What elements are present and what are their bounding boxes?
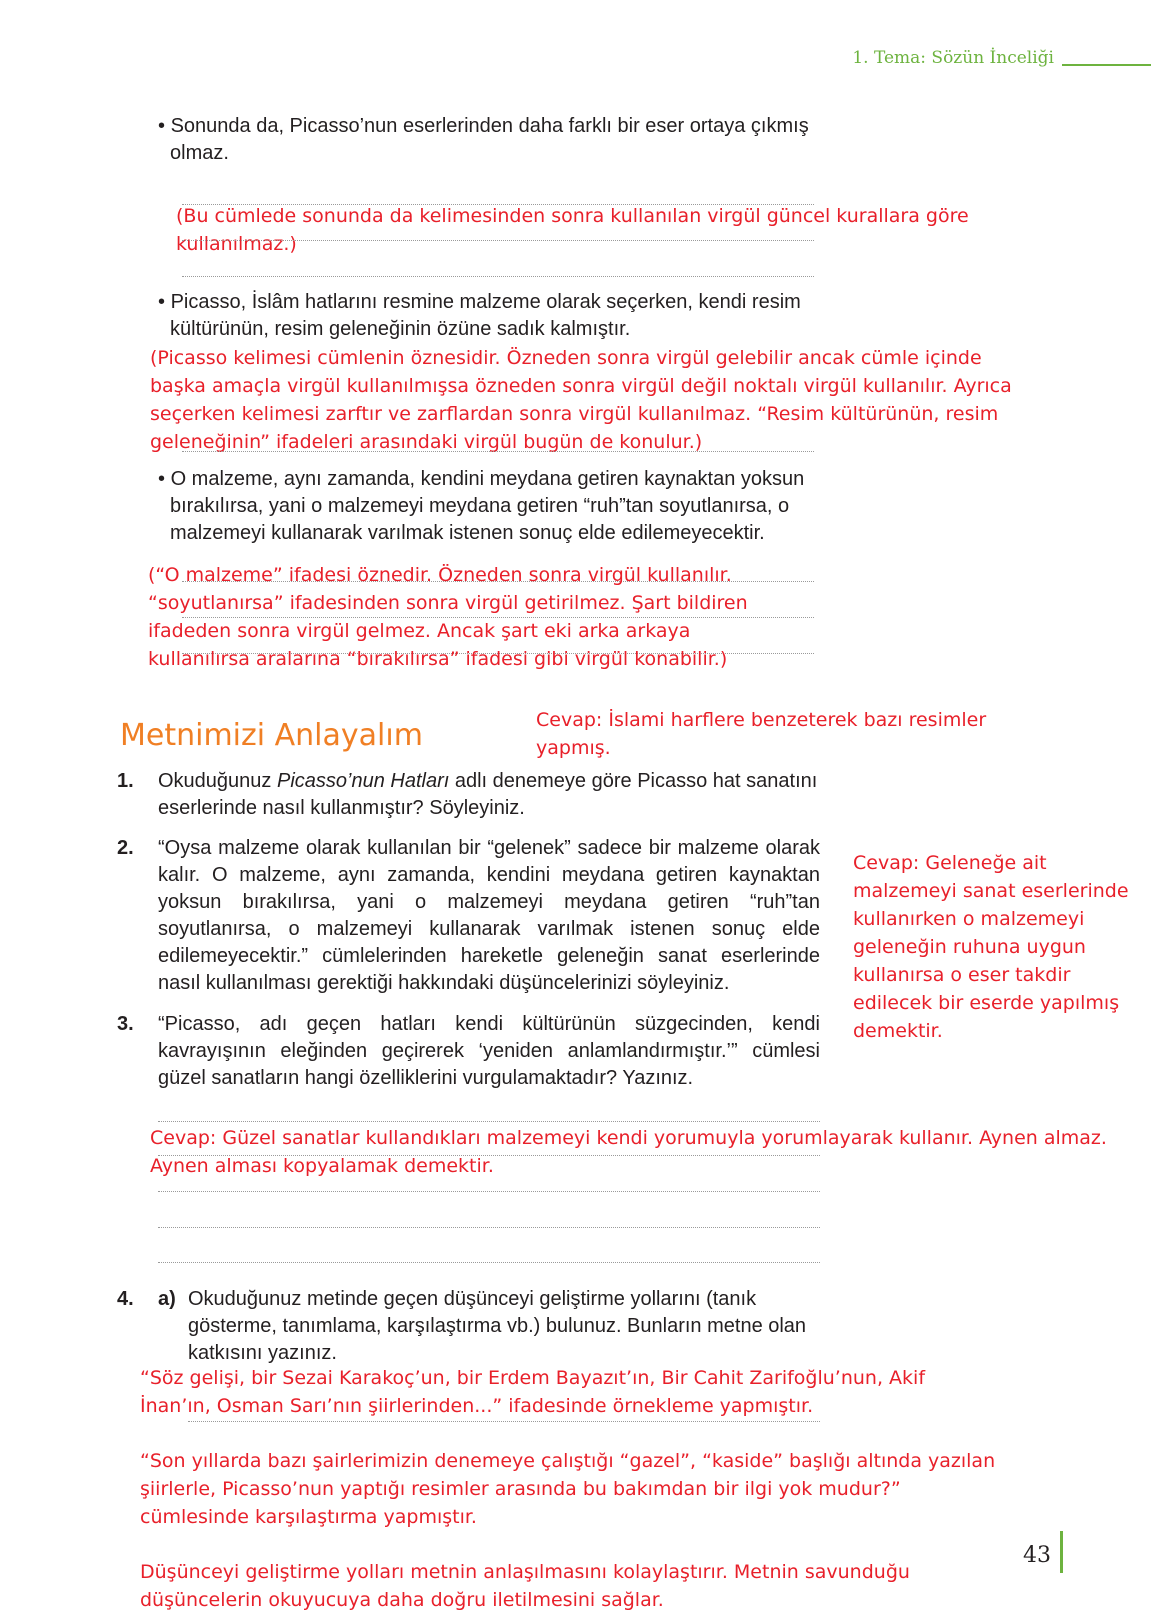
answer-line xyxy=(182,276,814,277)
answer-line xyxy=(158,1155,820,1156)
answer-q1: Cevap: İslami harflere benzeterek bazı resimler yapmış. xyxy=(536,709,987,759)
question-number-4: 4. xyxy=(117,1288,134,1310)
question-1-post: adlı denemeye göre Picasso hat sanatını eserlerinde nasıl kullanmıştır? Söyleyiniz. xyxy=(158,770,818,819)
bullet-item-2: • Picasso, İslâm hatlarını resmine malzeme olarak seçerken, kendi resim kültürünün, resim geleneğinin özüne sadık kalmıştır. xyxy=(158,291,801,340)
answer-line xyxy=(188,1421,820,1422)
answer-3: (“O malzeme” ifadesi öznedir. Özneden sonra virgül kullanılır. “soyutlanırsa” ifadesinden sonra virgül getirilmez. Şart bildiren ifadeden sonra virgül gelmez. Ancak şart eki arka arkaya kullanılırsa aralarına “bırakılırsa” ifadesi gibi virgül konabilir.) xyxy=(148,564,748,670)
bullet-item-3: • O malzeme, aynı zamanda, kendini meydana getiren kaynaktan yoksun bırakılırsa, yani o malzemeyi meydana getiren “ruh”tan soyutlanırsa, o malzemeyi kullanarak varılmak istenen sonuç elde edilemeyecektir. xyxy=(158,468,805,544)
bullet-text-1: Sonunda da, Picasso’nun eserlerinden daha farklı bir eser ortaya çıkmış olmaz. xyxy=(170,115,809,164)
header-rule xyxy=(1062,64,1151,66)
answer-q4-summary: Düşünceyi geliştirme yolları metnin anlaşılmasını kolaylaştırır. Metnin savunduğu düşüncelerin okuyucuya daha doğru iletilmesini sağlar. xyxy=(140,1561,910,1611)
question-4: Okuduğunuz metinde geçen düşünceyi geliştirme yollarını (tanık gösterme, tanımlama, karşılaştırma vb.) bulunuz. Bunların metne olan katkısını yazınız. xyxy=(188,1288,807,1364)
question-number-1: 1. xyxy=(117,770,134,792)
question-number-2: 2. xyxy=(117,837,134,859)
answer-1: (Bu cümlede sonunda da kelimesinden sonra kullanılan virgül güncel kurallara göre kullanılmaz.) xyxy=(176,205,969,255)
answer-line xyxy=(158,1191,820,1192)
question-1 xyxy=(158,768,820,822)
answer-line xyxy=(182,451,814,452)
answer-q3: Cevap: Güzel sanatlar kullandıkları malzemeyi kendi yorumuyla yorumlayarak kullanır. Aynen almaz. Aynen alması kopyalamak demektir. xyxy=(150,1127,1107,1177)
question-3: “Picasso, adı geçen hatları kendi kültürünün süzgecinden, kendi kavrayışının eleğinden geçirerek ‘yeniden anlamlandırmıştır.’” cümlesi güzel sanatların hangi özelliklerini vurgulamaktadır? Yazınız. xyxy=(158,1013,820,1089)
answer-line xyxy=(158,1227,820,1228)
question-4-label: a) xyxy=(158,1288,176,1310)
bullet-item-1: • Sonunda da, Picasso’nun eserlerinden daha farklı bir eser ortaya çıkmış olmaz. xyxy=(158,115,809,164)
question-1-title: Picasso’nun Hatları xyxy=(276,770,450,792)
answer-line xyxy=(158,1262,820,1263)
answer-q4-compare: “Son yıllarda bazı şairlerimizin denemeye çalıştığı “gazel”, “kaside” başlığı altında yazılan şiirlerle, Picasso’nun yaptığı resimler arasında bu bakımdan bir ilgi yok mudur?” cümlesinde karşılaştırma yapmıştır. xyxy=(140,1450,996,1528)
question-1-pre: Okuduğunuz xyxy=(158,770,277,792)
question-2: “Oysa malzeme olarak kullanılan bir “gelenek” sadece bir malzeme olarak kalır. O malzeme, aynı zamanda, kendini meydana getiren kaynaktan yoksun bırakılırsa, yani o malzemeyi meydana getiren “ruh”tan soyutlanırsa, o malzemeyi kullanarak varılmak istenen sonuç elde edilemeyecektir.” cümlelerinden hareketle geleneğin sanat eserlerinde nasıl kullanılması gerektiği hakkındaki düşüncelerinizi söyleyiniz. xyxy=(158,837,820,994)
answer-2: (Picasso kelimesi cümlenin öznesidir. Özneden sonra virgül gelebilir ancak cümle içinde başka amaçla virgül kullanılmışsa özneden sonra virgül değil noktalı virgül kullanılır. Ayrıca seçerken kelimesi zarftır ve zarflardan sonra virgül kullanılmaz. “Resim kültürünün, resim geleneğinin” ifadeleri arasındaki virgül bugün de konulur.) xyxy=(150,347,1012,453)
question-number-3: 3. xyxy=(117,1013,134,1035)
bullet-text-3: O malzeme, aynı zamanda, kendini meydana getiren kaynaktan yoksun bırakılırsa, yani o malzemeyi meydana getiren “ruh”tan soyutlanırsa, o malzemeyi kullanarak varılmak istenen sonuç elde edilemeyecektir. xyxy=(170,468,805,544)
page-number-bar xyxy=(1060,1531,1063,1573)
page-number: 43 xyxy=(1023,1543,1051,1568)
answer-line xyxy=(158,1121,820,1122)
answer-line xyxy=(182,240,814,241)
bullet-text-2: Picasso, İslâm hatlarını resmine malzeme olarak seçerken, kendi resim kültürünün, resim geleneğinin özüne sadık kalmıştır. xyxy=(170,291,801,340)
theme-header: 1. Tema: Sözün İnceliği xyxy=(852,48,1054,68)
section-title: Metnimizi Anlayalım xyxy=(120,718,423,753)
answer-q2: Cevap: Geleneğe ait malzemeyi sanat eserlerinde kullanırken o malzemeyi geleneğin ruhuna uygun kullanırsa o eser takdir edilecek bir eserde yapılmış demektir. xyxy=(853,852,1129,1042)
answer-q4-example: “Söz gelişi, bir Sezai Karakoç’un, bir Erdem Bayazıt’ın, Bir Cahit Zarifoğlu’nun, Akif İnan’ın, Osman Sarı’nın şiirlerinden...” ifadesinde örnekleme yapmıştır. xyxy=(140,1367,926,1417)
